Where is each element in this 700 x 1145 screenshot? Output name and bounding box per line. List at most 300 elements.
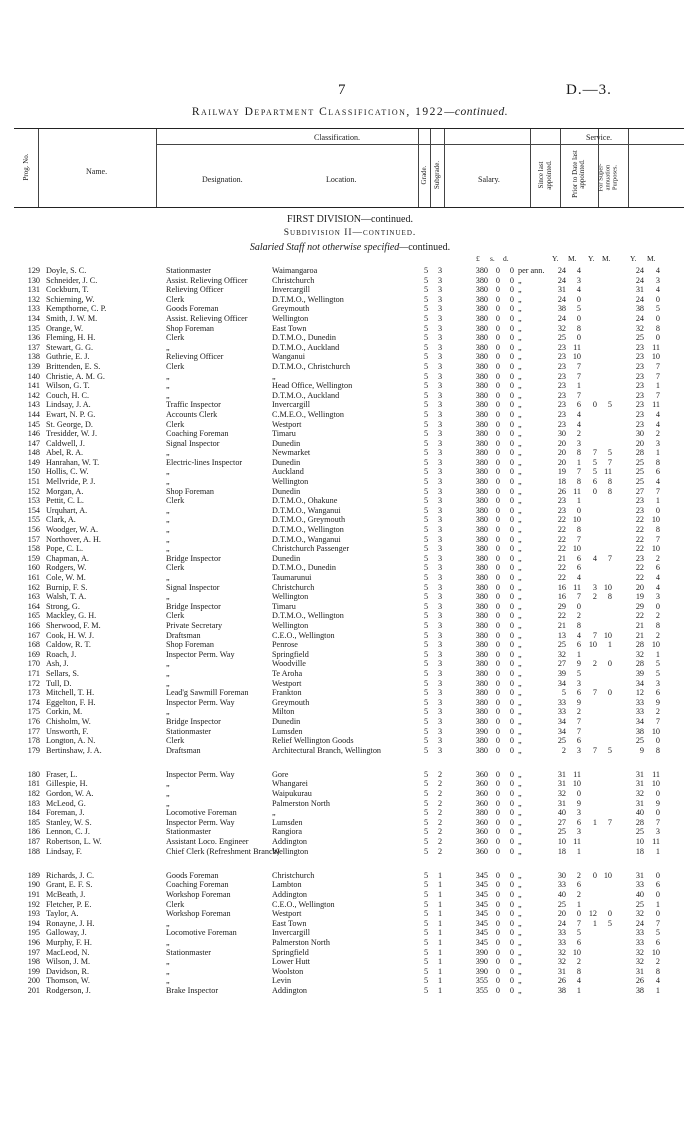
grade: 5 xyxy=(423,789,429,799)
grade: 5 xyxy=(423,515,429,525)
salary-shillings: 0 xyxy=(495,400,500,410)
location: Head Office, Wellington xyxy=(272,381,353,391)
subgrade: 1 xyxy=(437,985,443,995)
salary-shillings: 0 xyxy=(495,736,500,746)
superannuation-months: 1 xyxy=(655,985,660,995)
salary-period: „ xyxy=(518,275,522,285)
superannuation-months: 0 xyxy=(655,789,660,799)
staff-name: Rodgers, W. xyxy=(46,563,87,573)
prog-number: 185 xyxy=(27,817,40,827)
salary-pence: 0 xyxy=(509,285,514,295)
subgrade: 1 xyxy=(437,870,443,880)
salary-period: „ xyxy=(518,400,522,410)
salary-shillings: 0 xyxy=(495,976,500,986)
salary-pounds: 380 xyxy=(475,457,488,467)
designation: „ xyxy=(166,342,170,352)
prior-months: 1 xyxy=(607,640,612,650)
subgrade: 2 xyxy=(437,769,443,779)
salary-shillings: 0 xyxy=(495,880,500,890)
superannuation-months: 11 xyxy=(652,400,660,410)
location: Lumsden xyxy=(272,726,303,736)
prog-number: 150 xyxy=(27,467,40,477)
subgrade: 1 xyxy=(437,890,443,899)
designation: Workshop Foreman xyxy=(166,890,231,899)
subgrade: 3 xyxy=(437,563,443,573)
prog-number: 134 xyxy=(27,313,40,323)
salary-period: „ xyxy=(518,582,522,592)
table-row xyxy=(0,948,700,958)
location: Frankton xyxy=(272,688,302,698)
designation: „ xyxy=(166,381,170,391)
prog-number: 158 xyxy=(27,544,40,554)
subgrade: 3 xyxy=(437,390,443,400)
salary-pence: 0 xyxy=(509,313,514,323)
designation: „ xyxy=(166,659,170,669)
staff-name: Mitchell, T. H. xyxy=(46,688,95,698)
since-last-months: 11 xyxy=(573,837,581,847)
prog-number: 144 xyxy=(27,409,40,419)
salary-period: „ xyxy=(518,429,522,439)
superannuation-years: 28 xyxy=(635,448,644,458)
salary-period: „ xyxy=(518,846,522,856)
staff-name: Chapman, A. xyxy=(46,553,89,563)
location: Waimangaroa xyxy=(272,266,318,275)
prog-number: 179 xyxy=(27,745,40,755)
superannuation-months: 2 xyxy=(655,707,660,717)
designation: „ xyxy=(166,707,170,717)
grade: 5 xyxy=(423,294,429,304)
salary-pence: 0 xyxy=(509,827,514,837)
designation: „ xyxy=(166,477,170,487)
since-last-years: 24 xyxy=(557,266,566,275)
prog-number: 152 xyxy=(27,486,40,496)
subgrade: 3 xyxy=(437,438,443,448)
superannuation-years: 21 xyxy=(635,620,644,630)
designation: Relieving Officer xyxy=(166,285,224,295)
superannuation-years: 33 xyxy=(635,937,644,947)
location: D.T.M.O., Wellington xyxy=(272,611,344,621)
grade: 5 xyxy=(423,688,429,698)
salary-pounds: 380 xyxy=(475,563,488,573)
unit-pounds: £ xyxy=(476,254,480,263)
since-last-years: 31 xyxy=(557,798,566,808)
superannuation-months: 10 xyxy=(651,726,660,736)
prior-years: 0 xyxy=(592,400,597,410)
salary-shillings: 0 xyxy=(495,630,500,640)
subgrade: 3 xyxy=(437,505,443,515)
salary-pounds: 380 xyxy=(475,553,488,563)
since-last-months: 4 xyxy=(576,630,581,640)
since-last-months: 9 xyxy=(576,798,581,808)
since-last-years: 32 xyxy=(557,323,566,333)
table-row xyxy=(0,631,700,641)
designation: „ xyxy=(166,505,170,515)
designation: Electric-lines Inspector xyxy=(166,457,243,467)
table-row xyxy=(0,818,700,828)
grade: 5 xyxy=(423,381,429,391)
location: Taumarunui xyxy=(272,573,312,582)
since-last-years: 2 xyxy=(561,745,566,755)
prog-number: 147 xyxy=(27,438,40,448)
subgrade: 3 xyxy=(437,573,443,582)
designation: Inspector Perm. Way xyxy=(166,697,235,707)
staff-name: Morgan, A. xyxy=(46,486,84,496)
superannuation-years: 22 xyxy=(635,515,644,525)
table-row xyxy=(0,391,700,401)
since-last-years: 20 xyxy=(557,448,566,458)
superannuation-months: 0 xyxy=(655,870,660,880)
grade: 5 xyxy=(423,649,429,659)
salary-shillings: 0 xyxy=(495,779,500,789)
subgrade: 3 xyxy=(437,601,443,611)
salary-pounds: 380 xyxy=(475,505,488,515)
table-row xyxy=(0,381,700,391)
superannuation-years: 32 xyxy=(635,957,644,967)
since-last-months: 3 xyxy=(576,827,581,837)
table-row xyxy=(0,871,700,881)
designation: Locomotive Foreman xyxy=(166,808,237,818)
salary-shillings: 0 xyxy=(495,726,500,736)
since-last-months: 7 xyxy=(576,467,581,477)
prior-years: 0 xyxy=(592,486,597,496)
salary-pence: 0 xyxy=(509,817,514,827)
salary-pounds: 380 xyxy=(475,294,488,304)
designation: „ xyxy=(166,573,170,582)
staff-name: Schierning, W. xyxy=(46,294,95,304)
subgrade: 3 xyxy=(437,285,443,295)
since-last-months: 5 xyxy=(576,304,581,314)
grade: 5 xyxy=(423,275,429,285)
staff-name: Stanley, W. S. xyxy=(46,817,92,827)
salary-pounds: 345 xyxy=(475,928,488,938)
salary-shillings: 0 xyxy=(495,817,500,827)
salary-period: „ xyxy=(518,313,522,323)
designation: Signal Inspector xyxy=(166,438,220,448)
superannuation-months: 0 xyxy=(655,294,660,304)
location: Palmerston North xyxy=(272,798,330,808)
superannuation-years: 23 xyxy=(635,409,644,419)
prog-number: 131 xyxy=(27,285,40,295)
prog-number: 162 xyxy=(27,582,40,592)
staff-name: Schneider, J. C. xyxy=(46,275,98,285)
since-last-years: 24 xyxy=(557,918,566,928)
subgrade: 3 xyxy=(437,534,443,544)
prior-months: 5 xyxy=(607,745,612,755)
salary-pounds: 360 xyxy=(475,837,488,847)
prior-years: 7 xyxy=(592,630,597,640)
since-last-years: 22 xyxy=(557,563,566,573)
since-last-years: 33 xyxy=(557,880,566,890)
salary-shillings: 0 xyxy=(495,496,500,506)
salary-shillings: 0 xyxy=(495,947,500,957)
salary-pence: 0 xyxy=(509,947,514,957)
staff-name: Sellars, S. xyxy=(46,668,79,678)
prog-number: 199 xyxy=(27,966,40,976)
prog-number: 184 xyxy=(27,808,40,818)
subdivision-heading: Subdivision II—continued. xyxy=(283,228,417,238)
staff-name: Kempthorne, C. P. xyxy=(46,304,107,314)
salary-shillings: 0 xyxy=(495,808,500,818)
salary-pounds: 380 xyxy=(475,611,488,621)
since-last-months: 10 xyxy=(572,352,581,362)
subgrade: 3 xyxy=(437,409,443,419)
table-row xyxy=(0,967,700,977)
location: Wellington xyxy=(272,477,309,487)
designation: Draftsman xyxy=(166,630,201,640)
since-last-months: 2 xyxy=(576,429,581,439)
subgrade: 3 xyxy=(437,275,443,285)
subgrade: 2 xyxy=(437,837,443,847)
subgrade: 3 xyxy=(437,467,443,477)
salary-pounds: 380 xyxy=(475,745,488,755)
superannuation-years: 10 xyxy=(635,837,644,847)
superannuation-years: 32 xyxy=(635,789,644,799)
since-last-years: 40 xyxy=(557,890,566,899)
salary-period: „ xyxy=(518,563,522,573)
subgrade: 3 xyxy=(437,486,443,496)
salary-period: „ xyxy=(518,827,522,837)
superannuation-months: 5 xyxy=(655,304,660,314)
prog-number: 135 xyxy=(27,323,40,333)
salary-pounds: 345 xyxy=(475,880,488,890)
salary-pence: 0 xyxy=(509,496,514,506)
subgrade: 3 xyxy=(437,582,443,592)
salary-shillings: 0 xyxy=(495,582,500,592)
grade: 5 xyxy=(423,323,429,333)
designation: „ xyxy=(166,668,170,678)
table-row xyxy=(0,611,700,621)
table-row xyxy=(0,429,700,439)
superannuation-years: 20 xyxy=(635,438,644,448)
salary-shillings: 0 xyxy=(495,909,500,919)
subgrade: 3 xyxy=(437,429,443,439)
salary-shillings: 0 xyxy=(495,601,500,611)
salary-period: „ xyxy=(518,534,522,544)
prog-number: 142 xyxy=(27,390,40,400)
salary-pence: 0 xyxy=(509,630,514,640)
prog-number: 176 xyxy=(27,716,40,726)
table-row xyxy=(0,900,700,910)
salary-period: „ xyxy=(518,573,522,582)
salary-shillings: 0 xyxy=(495,668,500,678)
superannuation-years: 23 xyxy=(635,361,644,371)
header-prior-to-date: Prior to Date last appointed. xyxy=(571,150,586,198)
salary-shillings: 0 xyxy=(495,846,500,856)
salary-pounds: 380 xyxy=(475,678,488,688)
since-last-years: 31 xyxy=(557,285,566,295)
table-row xyxy=(0,659,700,669)
since-last-years: 16 xyxy=(557,592,566,602)
table-row xyxy=(0,779,700,789)
staff-name: Urquhart, A. xyxy=(46,505,88,515)
salary-pence: 0 xyxy=(509,688,514,698)
grade: 5 xyxy=(423,448,429,458)
superannuation-months: 3 xyxy=(655,275,660,285)
table-row xyxy=(0,324,700,334)
location: Christchurch xyxy=(272,582,315,592)
subgrade: 3 xyxy=(437,688,443,698)
superannuation-months: 10 xyxy=(651,779,660,789)
superannuation-months: 7 xyxy=(655,371,660,381)
grade: 5 xyxy=(423,985,429,995)
grade: 5 xyxy=(423,505,429,515)
salary-shillings: 0 xyxy=(495,333,500,343)
staff-name: Eggelton, F. H. xyxy=(46,697,96,707)
salary-pounds: 380 xyxy=(475,649,488,659)
salary-pence: 0 xyxy=(509,304,514,314)
table-row xyxy=(0,847,700,866)
prior-months: 8 xyxy=(607,592,612,602)
since-last-months: 3 xyxy=(576,678,581,688)
prog-number: 160 xyxy=(27,563,40,573)
superannuation-years: 38 xyxy=(635,985,644,995)
prior-months: 7 xyxy=(607,817,612,827)
salary-pence: 0 xyxy=(509,275,514,285)
salary-period: „ xyxy=(518,697,522,707)
salary-pounds: 380 xyxy=(475,544,488,554)
table-row xyxy=(0,717,700,727)
since-last-months: 10 xyxy=(572,947,581,957)
salary-period: „ xyxy=(518,620,522,630)
grade: 5 xyxy=(423,563,429,573)
designation: „ xyxy=(166,448,170,458)
prog-number: 140 xyxy=(27,371,40,381)
salary-pounds: 380 xyxy=(475,352,488,362)
salary-shillings: 0 xyxy=(495,957,500,967)
location: Westport xyxy=(272,419,302,429)
superannuation-years: 24 xyxy=(635,313,644,323)
salary-pence: 0 xyxy=(509,928,514,938)
prior-years: 4 xyxy=(592,553,597,563)
grade: 5 xyxy=(423,601,429,611)
salary-pence: 0 xyxy=(509,976,514,986)
staff-name: Cockburn, T. xyxy=(46,285,89,295)
location: Te Aroha xyxy=(272,668,303,678)
salary-pence: 0 xyxy=(509,808,514,818)
since-last-years: 21 xyxy=(557,620,566,630)
grade: 5 xyxy=(423,779,429,789)
superannuation-years: 23 xyxy=(635,496,644,506)
grade: 5 xyxy=(423,582,429,592)
grade: 5 xyxy=(423,899,429,909)
location: Rangiora xyxy=(272,827,303,837)
salary-pence: 0 xyxy=(509,789,514,799)
salary-pounds: 380 xyxy=(475,582,488,592)
salary-pence: 0 xyxy=(509,582,514,592)
since-last-months: 7 xyxy=(576,592,581,602)
salary-pence: 0 xyxy=(509,400,514,410)
location: Palmerston North xyxy=(272,937,330,947)
table-row xyxy=(0,707,700,717)
prog-number: 155 xyxy=(27,515,40,525)
since-last-years: 38 xyxy=(557,304,566,314)
since-last-months: 2 xyxy=(576,611,581,621)
since-last-months: 4 xyxy=(576,419,581,429)
unit-prior-years: Y. xyxy=(588,254,595,263)
since-last-months: 8 xyxy=(576,448,581,458)
location: Milton xyxy=(272,707,295,717)
salary-pence: 0 xyxy=(509,467,514,477)
prog-number: 161 xyxy=(27,573,40,582)
salary-period: „ xyxy=(518,789,522,799)
since-last-years: 33 xyxy=(557,928,566,938)
superannuation-years: 23 xyxy=(635,381,644,391)
salary-shillings: 0 xyxy=(495,640,500,650)
designation: Clerk xyxy=(166,496,185,506)
table-row xyxy=(0,506,700,516)
prog-number: 164 xyxy=(27,601,40,611)
since-last-months: 2 xyxy=(576,890,581,899)
superannuation-months: 8 xyxy=(655,525,660,535)
staff-name: Mackley, G. H. xyxy=(46,611,97,621)
superannuation-months: 2 xyxy=(655,553,660,563)
superannuation-years: 23 xyxy=(635,553,644,563)
salary-pence: 0 xyxy=(509,611,514,621)
table-row xyxy=(0,602,700,612)
salary-shillings: 0 xyxy=(495,966,500,976)
grade: 5 xyxy=(423,544,429,554)
since-last-years: 23 xyxy=(557,390,566,400)
salary-pence: 0 xyxy=(509,870,514,880)
location: Dunedin xyxy=(272,553,301,563)
staff-name: McBeath, J. xyxy=(46,890,86,899)
superannuation-years: 25 xyxy=(635,477,644,487)
subgrade: 3 xyxy=(437,400,443,410)
location: C.M.E.O., Wellington xyxy=(272,409,344,419)
prog-number: 149 xyxy=(27,457,40,467)
salary-pounds: 380 xyxy=(475,371,488,381)
superannuation-years: 32 xyxy=(635,909,644,919)
grade: 5 xyxy=(423,342,429,352)
salary-pence: 0 xyxy=(509,668,514,678)
salary-pence: 0 xyxy=(509,534,514,544)
salary-pence: 0 xyxy=(509,486,514,496)
prior-years: 2 xyxy=(592,592,597,602)
subgrade: 3 xyxy=(437,515,443,525)
since-last-years: 22 xyxy=(557,544,566,554)
superannuation-months: 7 xyxy=(655,817,660,827)
salary-period: „ xyxy=(518,448,522,458)
location: Westport xyxy=(272,678,302,688)
grade: 5 xyxy=(423,438,429,448)
salary-pounds: 345 xyxy=(475,937,488,947)
since-last-months: 3 xyxy=(576,275,581,285)
since-last-months: 6 xyxy=(576,736,581,746)
salary-pounds: 360 xyxy=(475,817,488,827)
salary-shillings: 0 xyxy=(495,697,500,707)
grade: 5 xyxy=(423,592,429,602)
superannuation-years: 20 xyxy=(635,582,644,592)
subgrade: 2 xyxy=(437,779,443,789)
table-row xyxy=(0,314,700,324)
grade: 5 xyxy=(423,620,429,630)
salary-shillings: 0 xyxy=(495,381,500,391)
prog-number: 133 xyxy=(27,304,40,314)
superannuation-years: 12 xyxy=(635,688,644,698)
subgrade: 1 xyxy=(437,928,443,938)
salary-shillings: 0 xyxy=(495,937,500,947)
unit-super-months: M. xyxy=(647,254,656,263)
table-row xyxy=(0,266,700,276)
subgrade: 2 xyxy=(437,846,443,856)
superannuation-months: 7 xyxy=(655,361,660,371)
table-row xyxy=(0,535,700,545)
header-subgrade: Subgrade. xyxy=(433,160,441,190)
designation: Stationmaster xyxy=(166,827,212,837)
staff-name: Murphy, F. H. xyxy=(46,937,92,947)
salary-pounds: 345 xyxy=(475,909,488,919)
prog-number: 163 xyxy=(27,592,40,602)
